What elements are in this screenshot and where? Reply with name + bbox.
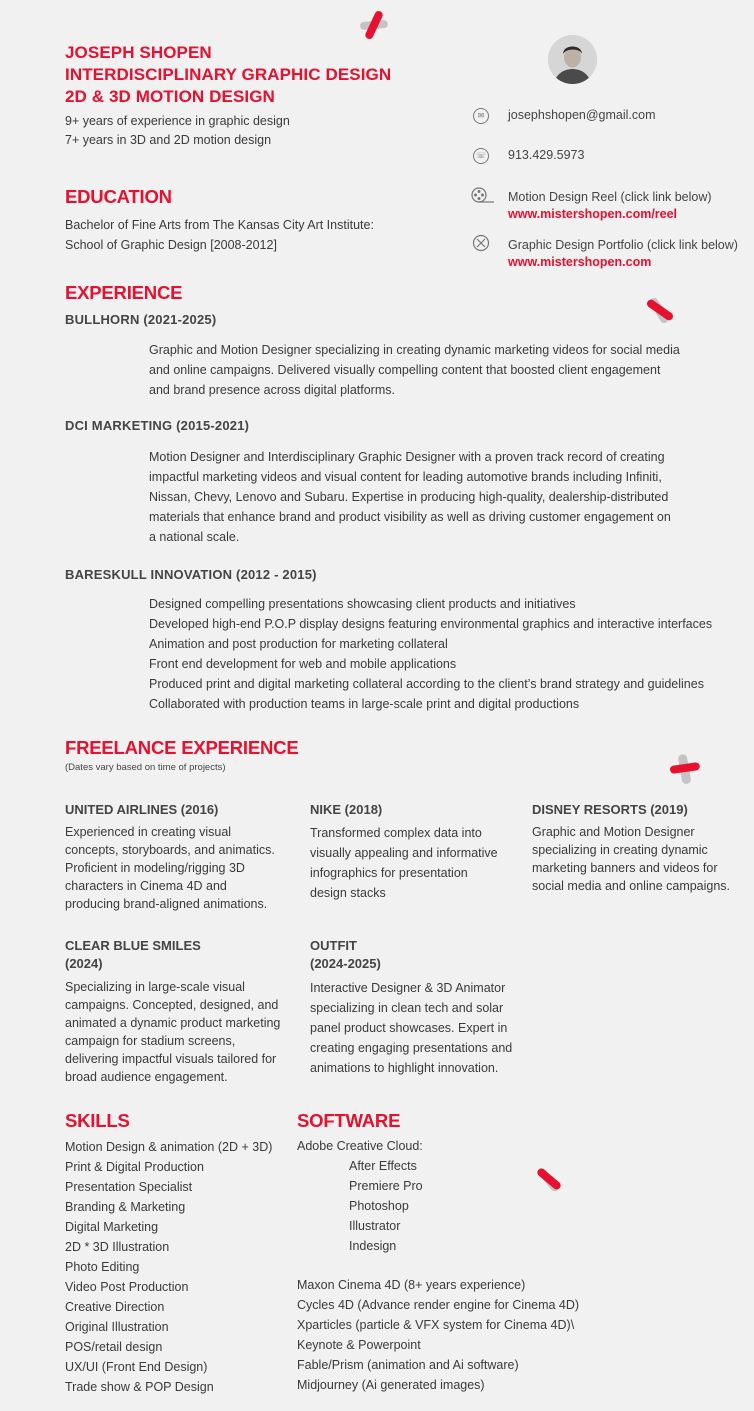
freelance-item: CLEAR BLUE SMILES (2024) Specializing in large-scale visual campaigns. Concepted, designed, and animated a dynamic product marketing campaign for stadium screens, delivering impactful visuals tailored for broad audience engagement. — [65, 938, 281, 1084]
job-company: DCI MARKETING (2015-2021) — [65, 418, 250, 433]
job-company: BARESKULL INNOVATION (2012 - 2015) — [65, 567, 317, 582]
list-item: POS/retail design — [65, 1340, 163, 1354]
job-description: Designed compelling presentations showcasing client products and initiatives Developed high-end P.O.P display designs featuring environmental graphics and interactive interfaces Animation and post production for marketing collateral Front end development for web and mobile applications Produced print and digital marketing collateral according to the client’s brand strategy and guidelines Collaborated with production teams in large-scale print and digital productions — [149, 597, 713, 711]
job-description: Motion Designer and Interdisciplinary Graphic Designer with a proven track record of creating impactful marketing videos and visual content for leading automotive brands including Infiniti, Nissan, Chevy, Lenovo and Subaru. Expertise in producing high-quality, dealership-distributed materials that enhance brand and product visibility as well as driving customer engagement on a national scale. — [149, 450, 671, 544]
freelance-item: NIKE (2018) Transformed complex data into visually appealing and informative infographics for presentation design stacks — [310, 802, 498, 900]
list-item: Midjourney (Ai generated images) — [297, 1378, 485, 1392]
skills-heading: SKILLS — [65, 1110, 130, 1131]
name-heading: JOSEPH SHOPEN — [65, 43, 212, 62]
list-item: Xparticles (particle & VFX system for Cinema 4D)\ — [297, 1318, 575, 1332]
list-item: Branding & Marketing — [65, 1200, 186, 1214]
phone-text[interactable]: 913.429.5973 — [508, 148, 585, 162]
pen-tool-icon — [472, 234, 490, 252]
list-item: Illustrator — [349, 1219, 401, 1233]
list-item: Motion Design & animation (2D + 3D) — [65, 1140, 273, 1154]
list-item: Keynote & Powerpoint — [297, 1338, 421, 1352]
title-line-2: 2D & 3D MOTION DESIGN — [65, 87, 275, 106]
red-gray-cross-icon — [668, 752, 702, 786]
film-reel-icon — [471, 187, 495, 205]
software-heading: SOFTWARE — [297, 1110, 401, 1131]
email-text[interactable]: josephshopen@gmail.com — [508, 108, 656, 122]
freelance-heading: FREELANCE EXPERIENCE — [65, 737, 299, 758]
summary-line-2: 7+ years in 3D and 2D motion design — [65, 133, 272, 147]
list-item: Video Post Production — [65, 1280, 189, 1294]
list-item: Creative Direction — [65, 1300, 165, 1314]
job-company: BULLHORN (2021-2025) — [65, 312, 217, 327]
title-line-1: INTERDISCIPLINARY GRAPHIC DESIGN — [65, 65, 392, 84]
reel-label: Motion Design Reel (click link below) — [508, 190, 712, 204]
skills-list — [65, 1137, 272, 1397]
list-item: Original Illustration — [65, 1320, 169, 1334]
freelance-item: UNITED AIRLINES (2016) Experienced in creating visual concepts, storyboards, and animatics. Proficient in modeling/rigging 3D characters in Cinema 4D and producing brand-aligned animations. — [65, 802, 275, 911]
software-suite: Adobe Creative Cloud: — [297, 1139, 423, 1153]
email-icon: ✉ — [473, 108, 489, 124]
list-item: Presentation Specialist — [65, 1180, 193, 1194]
red-gray-cross-icon — [532, 1162, 566, 1196]
education-line-2: School of Graphic Design [2008-2012] — [65, 238, 277, 252]
red-gray-cross-icon — [357, 8, 391, 42]
portfolio-label: Graphic Design Portfolio (click link below) — [508, 238, 738, 252]
list-item: 2D * 3D Illustration — [65, 1240, 170, 1254]
list-item: After Effects — [349, 1159, 417, 1173]
list-item: Indesign — [349, 1239, 397, 1253]
software-suite-list — [349, 1156, 423, 1256]
summary-line-1: 9+ years of experience in graphic design — [65, 114, 290, 128]
reel-link[interactable]: www.mistershopen.com/reel — [508, 207, 678, 221]
list-item: UX/UI (Front End Design) — [65, 1360, 208, 1374]
list-item: Premiere Pro — [349, 1179, 423, 1193]
freelance-item: DISNEY RESORTS (2019) Graphic and Motion Designer specializing in creating dynamic marketing banners and videos for social media and online campaigns. — [532, 802, 731, 893]
list-item: Maxon Cinema 4D (8+ years experience) — [297, 1278, 526, 1292]
avatar — [548, 35, 597, 84]
freelance-note: (Dates vary based on time of projects) — [65, 762, 226, 773]
list-item: Print & Digital Production — [65, 1160, 204, 1174]
list-item: Fable/Prism (animation and Ai software) — [297, 1358, 519, 1372]
education-heading: EDUCATION — [65, 186, 172, 207]
portfolio-link[interactable]: www.mistershopen.com — [508, 255, 652, 269]
software-other-list — [297, 1275, 579, 1395]
phone-icon: ☏ — [473, 148, 489, 164]
list-item: Photoshop — [349, 1199, 409, 1213]
list-item: Trade show & POP Design — [65, 1380, 214, 1394]
education-line-1: Bachelor of Fine Arts from The Kansas City Art Institute: — [65, 218, 374, 232]
list-item: Digital Marketing — [65, 1220, 159, 1234]
list-item: Cycles 4D (Advance render engine for Cinema 4D) — [297, 1298, 580, 1312]
freelance-item: OUTFIT (2024-2025) Interactive Designer & 3D Animator specializing in clean tech and solar panel product showcases. Expert in creating engaging presentations and animations to highlight innovation. — [310, 938, 513, 1075]
red-gray-cross-icon — [643, 293, 677, 327]
experience-heading: EXPERIENCE — [65, 282, 183, 303]
job-description: Graphic and Motion Designer specializing in creating dynamic marketing videos for social media and online campaigns. Delivered visually compelling content that boosted client engagement and brand presence across digital platforms. — [149, 343, 680, 397]
list-item: Photo Editing — [65, 1260, 140, 1274]
